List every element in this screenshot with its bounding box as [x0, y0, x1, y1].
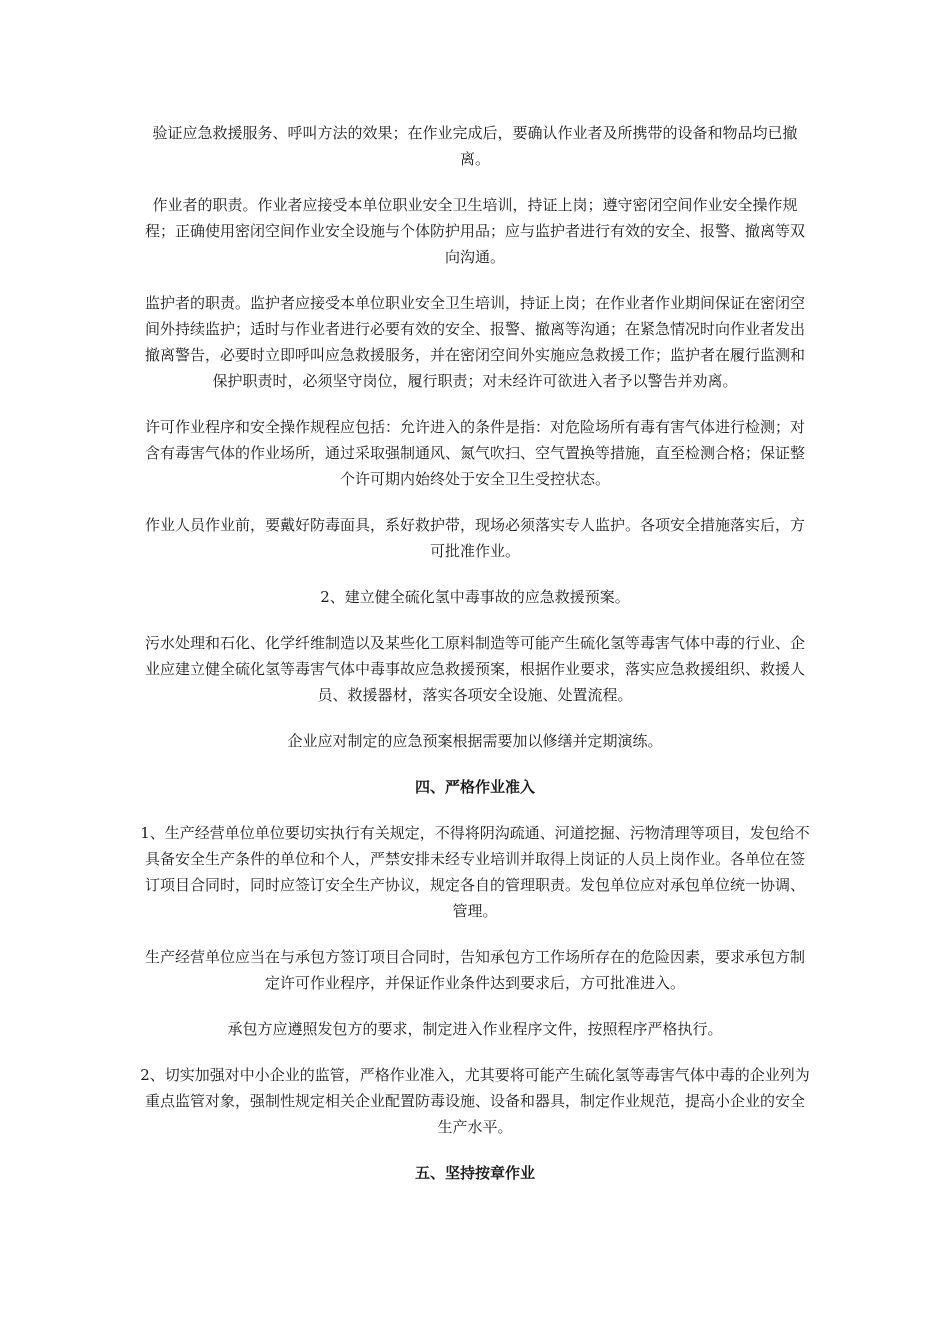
paragraph-hazard-notification: 生产经营单位应当在与承包方签订项目合同时，告知承包方工作场所存在的危险因素，要求承包方制定许可作业程序，并保证作业条件达到要求后，方可批准进入。: [144, 948, 805, 992]
paragraph-pre-work-protection: 作业人员作业前，要戴好防毒面具，系好救护带，现场必须落实专人监护。各项安全措施落实后，方可批准作业。: [144, 516, 805, 560]
paragraph-industry-emergency-plan: 污水处理和石化、化学纤维制造以及某些化工原料制造等可能产生硫化氢等毒害气体中毒的行业、企业应建立健全硫化氢等毒害气体中毒事故应急救援预案，根据作业要求，落实应急救援组织、救援人员、救援器材，落实各项安全设施、处置流程。: [144, 634, 805, 704]
paragraph-contractor-compliance: 承包方应遵照发包方的要求，制定进入作业程序文件，按照程序严格执行。: [227, 1020, 723, 1038]
paragraph-monitor-duties: 监护者的职责。监护者应接受本单位职业安全卫生培训，持证上岗；在作业者作业期间保证在密闭空间外持续监护；适时与作业者进行必要有效的安全、报警、撤离等沟通；在紧急情况时向作业者发出撤离警告，必要时立即呼叫应急救援服务，并在密闭空间外实施应急救援工作；监护者在履行监测和保护职责时，必须坚守岗位，履行职责；对未经许可欲进入者予以警告并劝离。: [144, 294, 805, 390]
paragraph-permit-procedure: 许可作业程序和安全操作规程应包括：允许进入的条件是指：对危险场所有毒有害气体进行检测；对含有毒害气体的作业场所，通过采取强制通风、氮气吹扫、空气置换等措施，直至检测合格；保证整个许可期内始终处于安全卫生受控状态。: [144, 418, 805, 488]
section-heading-4: 四、严格作业准入: [414, 778, 535, 796]
paragraph-item-2-emergency-plan: 2、建立健全硫化氢中毒事故的应急救援预案。: [320, 588, 630, 606]
section-heading-5: 五、坚持按章作业: [414, 1164, 535, 1182]
paragraph-evacuation-check: 验证应急救援服务、呼叫方法的效果；在作业完成后，要确认作业者及所携带的设备和物品均已撤离。: [152, 124, 798, 168]
paragraph-plan-drills: 企业应对制定的应急预案根据需要加以修缮并定期演练。: [287, 732, 663, 750]
paragraph-worker-duties: 作业者的职责。作业者应接受本单位职业安全卫生培训，持证上岗；遵守密闭空间作业安全操作规程；正确使用密闭空间作业安全设施与个体防护用品；应与监护者进行有效的安全、报警、撤离等双向沟通。: [144, 196, 805, 266]
paragraph-item-2-sme-supervision: 2、切实加强对中小企业的监管，严格作业准入，尤其要将可能产生硫化氢等毒害气体中毒的企业列为重点监管对象，强制性规定相关企业配置防毒设施、设备和器具，制定作业规范，提高小企业的安全生产水平。: [140, 1066, 810, 1136]
paragraph-item-1-contracting: 1、生产经营单位单位要切实执行有关规定，不得将阴沟疏通、河道挖掘、污物清理等项目，发包给不具备安全生产条件的单位和个人，严禁安排未经专业培训并取得上岗证的人员上岗作业。各单位在签订项目合同时，同时应签订安全生产协议，规定各自的管理职责。发包单位应对承包单位统一协调、管理。: [140, 824, 810, 920]
document-body: [140, 120, 810, 1206]
